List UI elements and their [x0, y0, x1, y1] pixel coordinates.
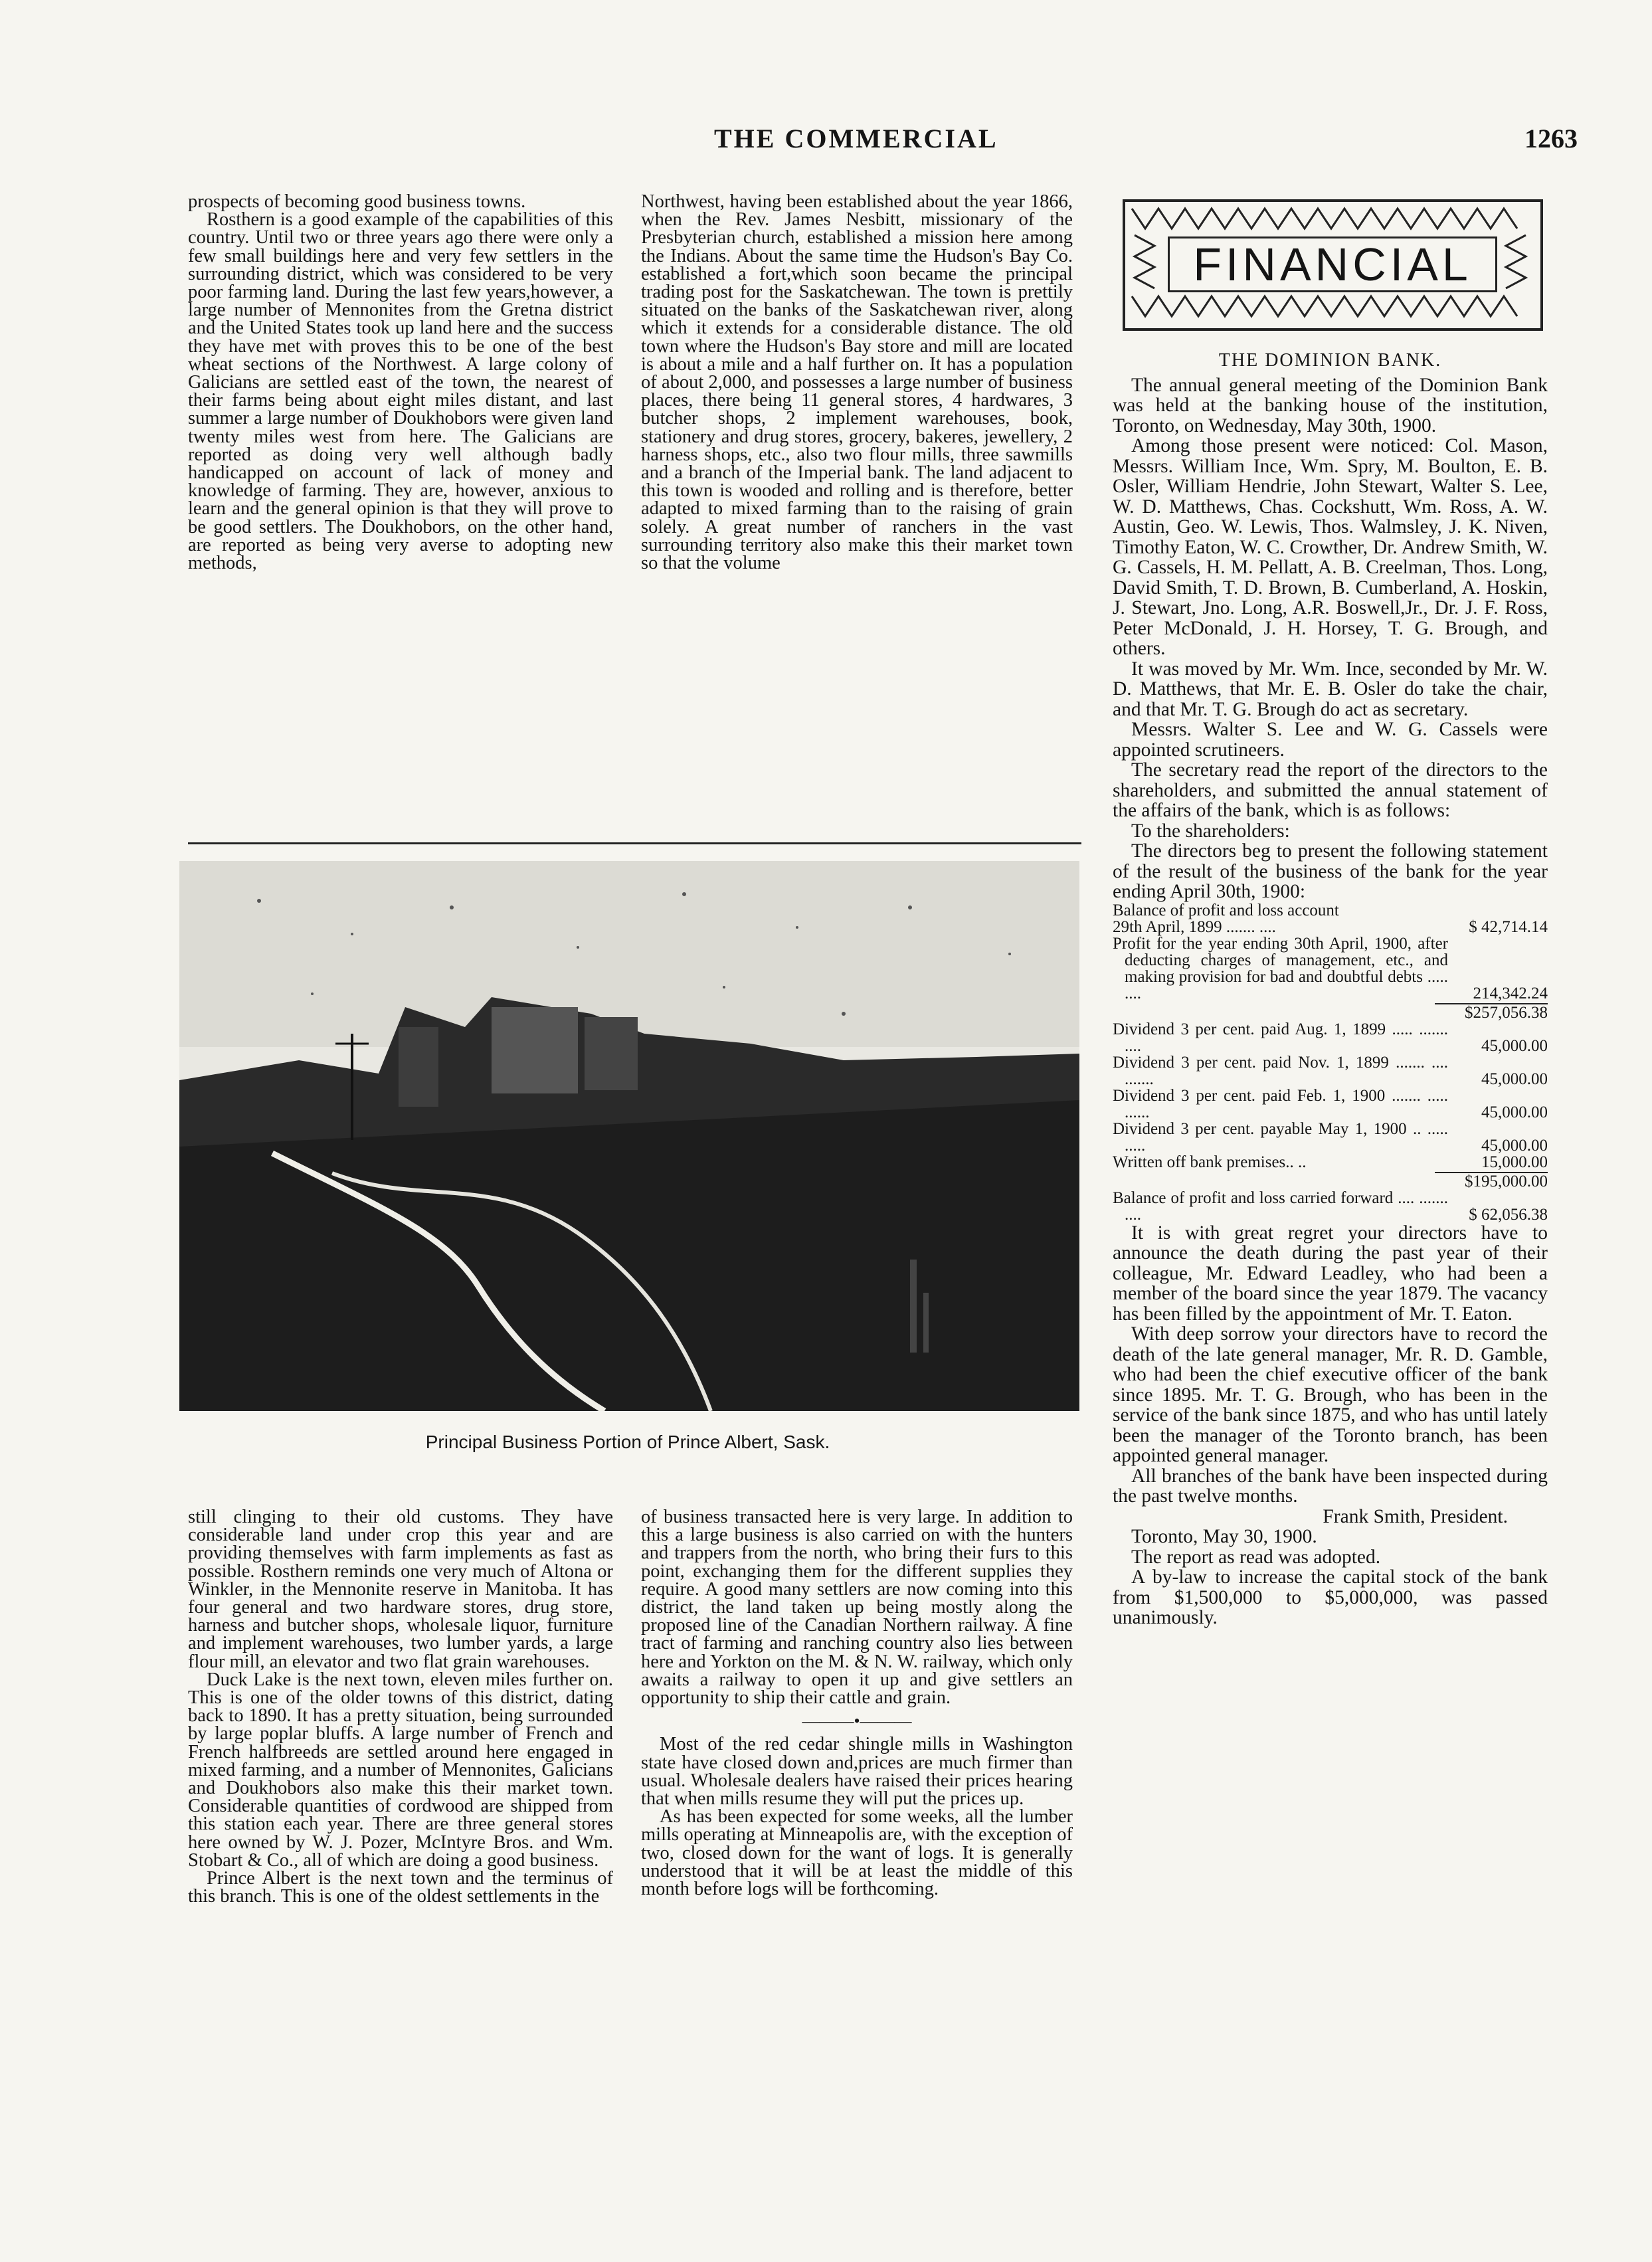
paragraph: The secretary read the report of the directors to the shareholders, and submitted the annual statement of the affairs of the bank, which is as follows: [1113, 759, 1548, 821]
account-row-label: Dividend 3 per cent. paid Aug. 1, 1899 ..... ....... .... [1113, 1020, 1448, 1055]
account-row [1113, 1190, 1548, 1223]
financial-heading: FINANCIAL [1193, 238, 1472, 290]
account-row-label: Balance of profit and loss carried forward .... ....... .... [1113, 1188, 1448, 1224]
financial-banner [1123, 199, 1543, 331]
account-row-amount: 45,000.00 [1481, 1036, 1548, 1055]
paragraph: of business transacted here is very large. In addition to this a large business is also carried on with the hunters and trappers from the north, who bring their furs to this point, exchanging them for the different supplies they require. A good many settlers are now coming into this district, the land taken up being mostly along the proposed line of the Canadian Northern railway. A fine tract of farming and ranching country also lies between here and Yorkton on the M. & N. W. railway, which only awaits a railway to open it up and give settlers an opportunity to ship their cattle and grain. [641, 1507, 1073, 1709]
paragraph: It is with great regret your directors have to announce the death during the past year of their colleague, Mr. Edward Leadley, who had been a member of the board since the year 1879. The vacancy has been filled by the appointment of Mr. T. Eaton. [1113, 1222, 1548, 1325]
account-row [1113, 1154, 1548, 1171]
paragraph: Among those present were noticed: Col. Mason, Messrs. William Ince, Wm. Spry, M. Boulton, E. B. Osler, William Hendrie, John Stewart, Walter S. Lee, W. D. Matthews, Chas. Cockshutt, Wm. Ross, A. W. Austin, Geo. W. Lewis, Thos. Walmsley, J. K. Niven, Timothy Eaton, W. C. Crowther, Dr. Andrew Smith, W. G. Cassels, H. M. Pellatt, A. B. Creelman, Thos. Long, David Smith, T. D. Brown, B. Cumberland, A. Hoskin, J. Stewart, Jno. Long, A.R. Boswell,Jr., Dr. J. F. Ross, Peter McDonald, J. H. Horsey, T. G. Brough, and others. [1113, 435, 1548, 659]
paragraph: The annual general meeting of the Dominion Bank was held at the banking house of the institution, Toronto, on Wednesday, May 30th, 1900. [1113, 374, 1548, 436]
signature: Frank Smith, President. [1323, 1505, 1508, 1527]
account-row-amount: 45,000.00 [1481, 1103, 1548, 1121]
paragraph: Prince Albert is the next town and the terminus of this branch. This is one of the oldest settlements in the [188, 1868, 613, 1907]
account-row-amount: 45,000.00 [1481, 1136, 1548, 1155]
article-column-2-top [641, 193, 1073, 572]
account-row [1113, 1087, 1548, 1121]
paragraph: Northwest, having been established about the year 1866, when the Rev. James Nesbitt, missionary of the Presbyterian church, established a mission here among the Indians. About the same time the Hudson's Bay Co. established a fort,which soon became the principal trading post for the Saskatchewan. The town is prettily situated on the banks of the Saskatchewan river, along which it extends for a considerable distance. The old town where the Hudson's Bay store and mill are located is about a mile and a half further on. It has a population of about 2,000, and possesses a large number of business places, there being 11 general stores, 4 hardwares, 3 butcher shops, 2 implement warehouses, book, stationery and drug stores, grocery, bakeres, jewellery, 2 harness shops, etc., also two flour mills, three sawmills and a branch of the Imperial bank. The land adjacent to this town is wooded and rolling and is therefore, better adapted to mixed farming than to the raising of grain solely. A great number of ranchers in the vast surrounding territory also make this their market town so that the volume [641, 191, 1073, 574]
paragraph: With deep sorrow your directors have to record the death of the late general manager, Mr. R. D. Gamble, who had been the chief executive officer of the bank since 1895. Mr. T. G. Brough, who has been in the service of the bank since 1875, and who has until lately been the manager of the Toronto branch, has been appointed general manager. [1113, 1323, 1548, 1466]
paragraph: prospects of becoming good business towns. [188, 191, 526, 212]
paragraph: Duck Lake is the next town, eleven miles further on. This is one of the older towns of this district, dating back to 1890. It has a pretty situation, being surrounded by large poplar bluffs. A large number of French and French halfbreeds are settled around here engaged in mixed farming, and a number of Mennonites, Galicians and Doukhobors also make this their market town. Considerable quantities of cordwood are shipped from this station each year. There are three general stores here owned by W. J. Pozer, McIntyre Bros. and Wm. Stobart & Co., all of which are doing a good business. [188, 1669, 613, 1871]
paragraph: All branches of the bank have been inspected during the past twelve months. [1113, 1465, 1548, 1507]
paragraph: still clinging to their old customs. They have considerable land under crop this year and are providing themselves with farm implements as fast as possible. Rosthern reminds one very much of Altona or Winkler, in the Mennonite reserve in Manitoba. It has four general and two hardware stores, drug store, harness and butcher shops, wholesale liquor, furniture and implement warehouses, two lumber yards, a large flour mill, an elevator and two flat grain warehouses. [188, 1507, 613, 1672]
paragraph: Messrs. Walter S. Lee and W. G. Cassels were appointed scrutineers. [1113, 719, 1548, 761]
financial-column [1113, 345, 1548, 1628]
paragraph: It was moved by Mr. Wm. Ince, seconded by Mr. W. D. Matthews, that Mr. E. B. Osler do take the chair, and that Mr. T. G. Brough do act as secretary. [1113, 658, 1548, 720]
column-divider-rule [188, 842, 1081, 844]
paragraph: The report as read was adopted. [1131, 1546, 1381, 1568]
page-header [0, 123, 1652, 163]
account-subtotal: $257,056.38 [1435, 1003, 1548, 1021]
paragraph: A by-law to increase the capital stock of the bank from $1,500,000 to $5,000,000, was passed unanimously. [1113, 1566, 1548, 1628]
account-subtotal: $195,000.00 [1435, 1172, 1548, 1190]
account-row-label: Written off bank premises.. .. [1113, 1153, 1307, 1171]
account-row-amount: 214,342.24 [1473, 984, 1548, 1002]
account-row-label: Dividend 3 per cent. payable May 1, 1900 .. ..... ..... [1113, 1119, 1448, 1155]
paragraph: To the shareholders: [1131, 820, 1290, 842]
paragraph: Rosthern is a good example of the capabilities of this country. Until two or three years ago there were only a few small buildings here and very few settlers in the surrounding district, which was considered to be very poor farming land. During the last few years,however, a large number of Mennonites from the Gretna district and the United States took up land here and the success they have met with proves this to be one of the best wheat sections of the Northwest. A large colony of Galicians are settled east of the town, the nearest of their farms being about eight miles distant, and last summer a large number of Doukhobors were given land twenty miles west from here. The Galicians are reported as doing very well although badly handicapped on account of lack of money and knowledge of farming. They are, however, anxious to learn and the general opinion is that they will prove to be good settlers. The Doukhobors, on the other hand, are reported as being very averse to adopting new methods, [188, 209, 613, 574]
publication-title: THE COMMERCIAL [714, 124, 998, 153]
prince-albert-photo [179, 861, 1079, 1411]
signature-place: Toronto, May 30, 1900. [1131, 1526, 1317, 1547]
page-number: 1263 [1524, 124, 1578, 153]
photo-caption: Principal Business Portion of Prince Albert, Sask. [425, 1432, 830, 1452]
paragraph: Most of the red cedar shingle mills in Washington state have closed down and,prices are much firmer than usual. Wholesale dealers have raised their prices hearing that when mills resume they will put the prices up. [641, 1734, 1073, 1810]
account-row-label: 29th April, 1899 ....... .... [1113, 917, 1276, 936]
account-row-amount: 15,000.00 [1481, 1153, 1548, 1171]
account-row-amount: $ 42,714.14 [1469, 917, 1548, 936]
section-divider-ornament: ———•——— [802, 1711, 912, 1731]
account-row-label: Profit for the year ending 30th April, 1900, after deducting charges of management, etc., and making provision for bad and doubtful debts ..... .... [1113, 934, 1448, 1002]
account-row [1113, 935, 1548, 1002]
account-heading: Balance of profit and loss account [1113, 901, 1339, 919]
paragraph: The directors beg to present the following statement of the result of the business of the bank for the year ending April 30th, 1900: [1113, 840, 1548, 902]
profit-loss-account [1113, 902, 1548, 1223]
account-row-label: Dividend 3 per cent. paid Feb. 1, 1900 ....... ..... ...... [1113, 1086, 1448, 1121]
article-column-1-bottom [188, 1508, 613, 1905]
account-row [1113, 1054, 1548, 1087]
article-column-2-bottom [641, 1508, 1073, 1898]
account-row [1113, 1121, 1548, 1154]
account-row [1113, 919, 1548, 935]
account-row-amount: $ 62,056.38 [1469, 1205, 1548, 1224]
account-row-label: Dividend 3 per cent. paid Nov. 1, 1899 ....... .... ....... [1113, 1053, 1448, 1088]
article-column-1-top [188, 193, 613, 572]
account-row-amount: 45,000.00 [1481, 1070, 1548, 1088]
account-row [1113, 1021, 1548, 1054]
section-title: THE DOMINION BANK. [1218, 350, 1442, 371]
paragraph: As has been expected for some weeks, all the lumber mills operating at Minneapolis are, with the exception of two, closed down for the want of logs. It is generally understood that it will be at least the middle of this month before logs will be forthcoming. [641, 1806, 1073, 1900]
